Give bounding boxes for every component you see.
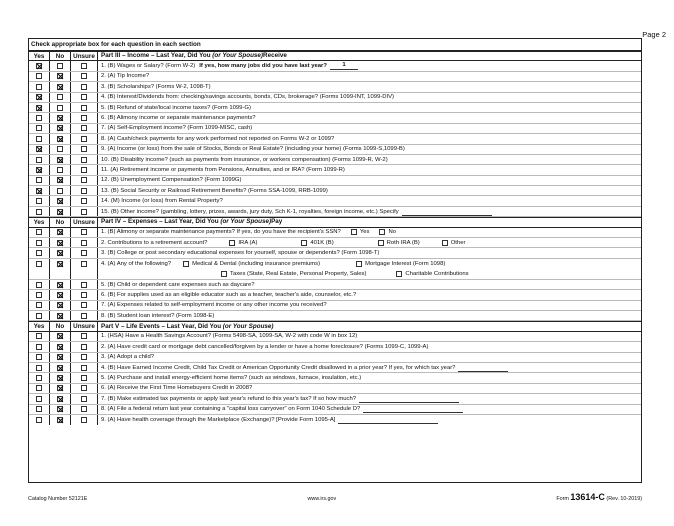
no-checkbox[interactable] [57,333,63,339]
yes-checkbox[interactable] [36,94,42,100]
col-yes: Yes [29,218,50,226]
part5-item-row [29,384,641,394]
part3-item-row [29,82,641,92]
yes-checkbox[interactable] [36,292,42,298]
question-text: 8. (B) Student loan interest? (Form 1098-E) [101,312,215,319]
question-text: 3. (A) Adopt a child? [101,354,155,361]
unsure-checkbox[interactable] [81,282,87,288]
page-footer [28,492,642,502]
unsure-checkbox[interactable] [81,313,87,319]
part5-item-row [29,332,641,342]
answer-blank-field[interactable] [338,416,438,424]
no-checkbox[interactable] [57,94,63,100]
no-checkbox[interactable] [57,157,63,163]
col-no: No [50,52,71,60]
unsure-checkbox[interactable] [81,105,87,111]
no-checkbox[interactable] [57,84,63,90]
question-text: 4. (B) Have Earned Income Credit, Child Tax Credit or American Opportunity Credit disallowed in a prior year? If yes, for which tax year? [101,364,456,371]
yes-checkbox[interactable] [36,385,42,391]
part3-item-row [29,134,641,144]
question-text: 6. (A) Receive the First Time Homebuyers Credit in 2008? [101,385,253,392]
yes-checkbox[interactable] [36,333,42,339]
medical-checkbox[interactable] [183,261,189,267]
question-text: 11. (A) Retirement income or payments from Pensions, Annuities, and or IRA? (Form 1099-R) [101,167,345,173]
question-text: 2. Contributions to a retirement account? [101,239,208,246]
unsure-checkbox[interactable] [81,375,87,381]
question-text: 1. (B) Alimony or separate maintenance payments? If yes, do you have the recipient's SSN? [101,229,341,236]
unsure-checkbox[interactable] [81,177,87,183]
no-checkbox[interactable] [57,240,63,246]
unsure-checkbox[interactable] [81,146,87,152]
yes-checkbox[interactable] [36,406,42,412]
unsure-checkbox[interactable] [81,344,87,350]
part5-rows [29,332,641,426]
question-text: 15. (B) Other income? (gambling, lottery, prizes, awards, jury duty, Sch K-1, royalties, foreign income, etc.) Specify [101,208,399,215]
no-checkbox[interactable] [57,250,63,256]
col-yes: Yes [29,322,50,330]
question-text: 1. (B) Wages or Salary? (Form W-2) [101,63,196,70]
question-text: 8. (A) Cash/check payments for any work performed not reported on Forms W-2 or 1099? [101,135,335,142]
yes-checkbox[interactable] [36,417,42,423]
unsure-checkbox[interactable] [81,73,87,79]
question-text: 9. (A) Have health coverage through the Marketplace (Exchange)? [Provide Form 1095-A] [101,417,336,424]
no-checkbox[interactable] [57,406,63,412]
form-identifier: Form 13614-C (Rev. 10-2019) [556,492,642,502]
unsure-checkbox[interactable] [81,417,87,423]
question-text: 6. (B) For supplies used as an eligible educator such as a teacher, teacher's aide, counselor, etc.? [101,291,357,298]
col-unsure: Unsure [71,322,98,330]
yes-checkbox[interactable] [36,84,42,90]
no-checkbox[interactable] [57,354,63,360]
unsure-checkbox[interactable] [81,292,87,298]
part4-q6-row [29,290,641,300]
unsure-checkbox[interactable] [81,396,87,402]
no-checkbox[interactable] [57,375,63,381]
col-no: No [50,218,71,226]
unsure-checkbox[interactable] [81,125,87,131]
part3-item-row [29,196,641,206]
part3-item-row [29,113,641,123]
part4-q1-row: 1. (B) Alimony or separate maintenance payments? If yes, do you have the recipient's SSN? Yes No [29,228,641,238]
yes-checkbox[interactable] [36,250,42,256]
unsure-checkbox[interactable] [81,198,87,204]
yes-checkbox[interactable] [36,198,42,204]
part3-item-row [29,103,641,113]
question-text: 3. (B) College or post secondary educational expenses for yourself, spouse or dependents? (Form 1098-T) [101,250,380,257]
unsure-checkbox[interactable] [81,188,87,194]
question-text: 2. (A) Tip Income? [101,73,150,80]
unsure-checkbox[interactable] [81,261,87,267]
no-checkbox[interactable] [57,125,63,131]
question-text: 7. (A) Expenses related to self-employment income or any other income you received? [101,302,327,309]
question-text: 7. (A) Self-Employment income? (Form 1099-MISC, cash) [101,125,253,132]
part3-title: Part III – Income – Last Year, Did You (or Your Spouse) Receive [101,52,287,60]
question-text: 9. (A) Income (or loss) from the sale of Stocks, Bonds or Real Estate? (including your home) (Forms 1099-S,1099-B) [101,146,405,153]
no-checkbox[interactable] [57,105,63,111]
ssn-yes-checkbox[interactable] [351,229,357,235]
part3-item-row [29,165,641,175]
unsure-checkbox[interactable] [81,354,87,360]
no-checkbox[interactable] [57,365,63,371]
question-text: 7. (B) Make estimated tax payments or apply last year's refund to this year's tax? If so how much? [101,395,357,402]
instruction-text: Check appropriate box for each question in each section [29,39,641,51]
mortgage-checkbox[interactable] [356,261,362,267]
answer-blank-field[interactable] [363,405,463,413]
yes-checkbox[interactable] [36,240,42,246]
no-checkbox[interactable] [57,63,63,69]
answer-blank-field[interactable] [458,364,508,372]
unsure-checkbox[interactable] [81,406,87,412]
question-text: 5. (B) Refund of state/local income taxes? (Form 1099-G) [101,104,251,111]
yes-checkbox[interactable] [36,209,42,215]
unsure-checkbox[interactable] [81,115,87,121]
part5-item-row [29,405,641,415]
yes-checkbox[interactable] [36,313,42,319]
unsure-checkbox[interactable] [81,84,87,90]
question-text: 6. (B) Alimony income or separate maintenance payments? [101,115,256,122]
question-text: 14. (M) Income (or loss) from Rental Property? [101,198,223,205]
unsure-checkbox[interactable] [81,250,87,256]
question-text: 10. (B) Disability income? (such as payments from insurance, or workers compensation) (Forms 1099-R, W-2) [101,156,388,163]
answer-blank-field[interactable] [359,395,459,403]
specify-field[interactable] [402,208,492,216]
unsure-checkbox[interactable] [81,167,87,173]
part3-item-row [29,61,641,71]
unsure-checkbox[interactable] [81,302,87,308]
part4-title: Part IV – Expenses – Last Year, Did You (or Your Spouse) Pay [101,218,283,226]
no-checkbox[interactable] [57,292,63,298]
yes-checkbox[interactable] [36,261,42,267]
part4-header [29,217,641,227]
question-text: 13. (B) Social Security or Railroad Retirement Benefits? (Forms SSA-1099, RRB-1099) [101,187,328,194]
question-text: 12. (B) Unemployment Compensation? (Form 1099G) [101,177,242,184]
part5-item-row [29,353,641,363]
yes-checkbox[interactable] [36,188,42,194]
other-checkbox[interactable] [442,240,448,246]
question-text: 5. (A) Purchase and install energy-efficient home items? (such as windows, furnace, insulation, etc.) [101,375,362,382]
part3-item-row [29,155,641,165]
no-checkbox[interactable] [57,396,63,402]
unsure-checkbox[interactable] [81,136,87,142]
col-yes: Yes [29,52,50,60]
yes-checkbox[interactable] [36,396,42,402]
no-checkbox[interactable] [57,136,63,142]
no-checkbox[interactable] [57,73,63,79]
part3-item-row [29,145,641,155]
yes-checkbox[interactable] [36,354,42,360]
no-checkbox[interactable] [57,188,63,194]
part3-item-row [29,124,641,134]
no-checkbox[interactable] [57,146,63,152]
question-text: 3. (B) Scholarships? (Forms W-2, 1098-T) [101,83,211,90]
yes-checkbox[interactable] [36,63,42,69]
question-text: 4. (B) Interest/Dividends from: checking/savings accounts, bonds, CDs, brokerage? (Forms 1099-INT, 1099-DIV) [101,94,395,101]
no-checkbox[interactable] [57,198,63,204]
question-text: 2. (A) Have credit card or mortgage debt cancelled/forgiven by a lender or have a home foreclosure? (Forms 1099-C, 1099-A) [101,343,429,350]
part3-item-row [29,72,641,82]
question-text: 5. (B) Child or dependent care expenses such as daycare? [101,281,255,288]
yes-checkbox[interactable] [36,157,42,163]
no-checkbox[interactable] [57,209,63,215]
part4-q2-row: 2. Contributions to a retirement account? IRA (A) 401K (B) Roth IRA (B) Other [29,238,641,248]
part5-item-row [29,415,641,425]
question-text: 1. (HSA) Have a Health Savings Account? (Forms 5498-SA, 1099-SA, W-2 with code W in box 12) [101,333,358,340]
unsure-checkbox[interactable] [81,209,87,215]
yes-checkbox[interactable] [36,229,42,235]
catalog-number: Catalog Number 52121E [28,496,88,502]
no-checkbox[interactable] [57,229,63,235]
unsure-checkbox[interactable] [81,365,87,371]
no-checkbox[interactable] [57,261,63,267]
part3-header [29,51,641,61]
yes-checkbox[interactable] [36,105,42,111]
yes-checkbox[interactable] [36,115,42,121]
yes-checkbox[interactable] [36,136,42,142]
part4-q4-row: 4. (A) Any of the following? Medical & Dental (including insurance premiums) Mortgage Interest (Form 1098) Taxes (State, Real Estate, Personal Property, Sales) Charitable Contributions [29,259,641,280]
question-text: 4. (A) Any of the following? [101,260,172,267]
no-checkbox[interactable] [57,385,63,391]
part5-item-row [29,394,641,404]
part5-header [29,321,641,331]
yes-checkbox[interactable] [36,73,42,79]
ssn-no-checkbox[interactable] [379,229,385,235]
unsure-checkbox[interactable] [81,63,87,69]
part3-rows [29,61,641,217]
yes-checkbox[interactable] [36,282,42,288]
ira-checkbox[interactable] [229,240,235,246]
no-checkbox[interactable] [57,302,63,308]
401k-checkbox[interactable] [301,240,307,246]
unsure-checkbox[interactable] [81,333,87,339]
no-checkbox[interactable] [57,115,63,121]
unsure-checkbox[interactable] [81,229,87,235]
part3-item-row [29,176,641,186]
no-checkbox[interactable] [57,344,63,350]
intake-form-page [28,38,642,483]
unsure-checkbox[interactable] [81,94,87,100]
yes-checkbox[interactable] [36,125,42,131]
no-checkbox[interactable] [57,313,63,319]
col-unsure: Unsure [71,52,98,60]
question-text: 8. (A) File a federal return last year containing a "capital loss carryover" on Form 1040 Schedule D? [101,406,361,413]
part3-item-row [29,186,641,196]
yes-checkbox[interactable] [36,302,42,308]
part5-item-row [29,363,641,373]
col-unsure: Unsure [71,218,98,226]
part5-item-row [29,373,641,383]
part3-item-row [29,207,641,217]
unsure-checkbox[interactable] [81,240,87,246]
part4-q3-row [29,248,641,258]
part4-q7-row [29,301,641,311]
no-checkbox[interactable] [57,167,63,173]
roth-ira-checkbox[interactable] [378,240,384,246]
no-checkbox[interactable] [57,417,63,423]
jobs-count-field[interactable]: 1 [330,62,358,70]
yes-checkbox[interactable] [36,344,42,350]
charitable-checkbox[interactable] [396,271,402,277]
taxes-checkbox[interactable] [221,271,227,277]
yes-checkbox[interactable] [36,146,42,152]
part3-item-row [29,93,641,103]
part4-q8-row [29,311,641,321]
yes-checkbox[interactable] [36,167,42,173]
no-checkbox[interactable] [57,177,63,183]
jobs-question: If yes, how many jobs did you have last year? [199,63,327,70]
col-no: No [50,322,71,330]
part5-item-row [29,342,641,352]
unsure-checkbox[interactable] [81,385,87,391]
yes-checkbox[interactable] [36,375,42,381]
page-number: Page 2 [642,30,666,39]
yes-checkbox[interactable] [36,177,42,183]
yes-checkbox[interactable] [36,365,42,371]
website: www.irs.gov [307,496,337,502]
unsure-checkbox[interactable] [81,157,87,163]
no-checkbox[interactable] [57,282,63,288]
part4-q5-row [29,280,641,290]
part5-title: Part V – Life Events – Last Year, Did You (or Your Spouse) [101,322,274,330]
